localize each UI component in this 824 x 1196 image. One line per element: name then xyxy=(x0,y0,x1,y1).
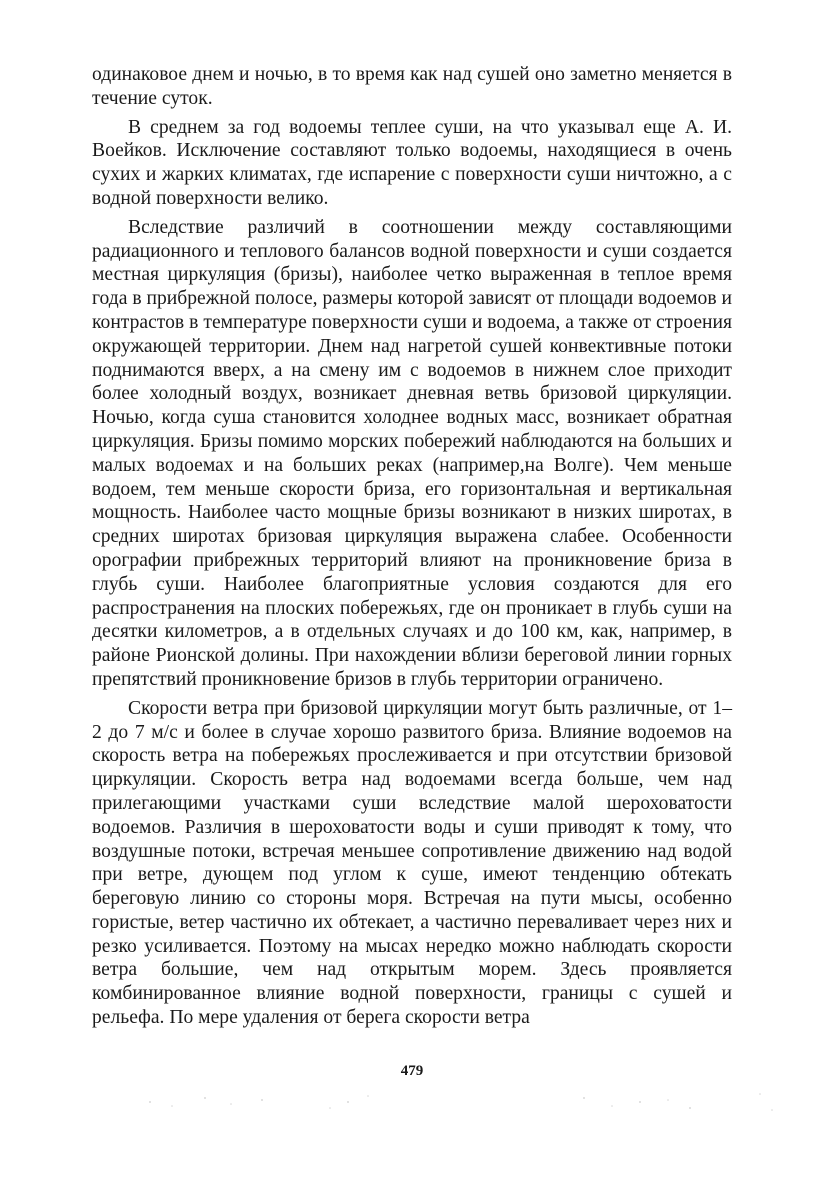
paragraph-4: Скорости ветра при бризовой циркуляции могут быть различные, от 1–2 до 7 м/с и более в случае хорошо развитого бриза. Влияние водоемов на скорость ветра на побережьях прослеживается и при отсутствии бризовой циркуляции. Скорость ветра над водоемами всегда больше, чем над прилегающими участками суши вследствие малой шероховатости водоемов. Различия в шероховатости воды и суши приводят к тому, что воздушные потоки, встречая меньшее сопротивление движению над водой при ветре, дующем под углом к суше, имеют тенденцию обтекать береговую линию со стороны моря. Встречая на пути мысы, особенно гористые, ветер частично их обтекает, а частично переваливает через них и резко усиливается. Поэтому на мысах нередко можно наблюдать скорости ветра большие, чем над открытым морем. Здесь проявляется комбинированное влияние водной поверхности, границы с сушей и рельефа. По мере удаления от берега скорости ветра xyxy=(92,697,732,1029)
paragraph-1: одинаковое днем и ночью, в то время как над сушей оно заметно меняется в течение суток. xyxy=(92,64,732,109)
paragraph-3: Вследствие различий в соотношении между составляющими радиационного и теплового балансов водной поверхности и суши создается местная циркуляция (бризы), наиболее четко выраженная в теплое время года в прибрежной полосе, размеры которой зависят от площади водоемов и контрастов в температуре поверхности суши и водоема, а также от строения окружающей территории. Днем над нагретой сушей конвективные потоки поднимаются вверх, а на смену им с водоемов в нижнем слое приходит более холодный воздух, возникает дневная ветвь бризовой циркуляции. Ночью, когда суша становится холоднее водных масс, возникает обратная циркуляция. Бризы помимо морских побережий наблюдаются на больших и малых водоемах и на больших реках (например,на Волге). Чем меньше водоем, тем меньше скорости бриза, его горизонтальная и вертикальная мощность. Наиболее часто мощные бризы возникают в низких широтах, в средних широтах бризовая циркуляция выражена слабее. Особенности орографии прибрежных территорий влияют на проникновение бриза в глубь суши. Наиболее благоприятные условия создаются для его распространения на плоских побережьях, где он проникает в глубь суши на десятки километров, а в отдельных случаях и до 100 км, как, например, в районе Рионской долины. При нахождении вблизи береговой линии горных препятствий проникновение бризов в глубь территории ограничено. xyxy=(92,216,732,690)
body-text xyxy=(92,63,732,1035)
scan-noise-decoration xyxy=(0,1088,824,1128)
page-number: 479 xyxy=(400,1063,424,1079)
paragraph-2: В среднем за год водоемы теплее суши, на что указывал еще А. И. Воейков. Исключение составляют только водоемы, находящиеся в очень сухих и жарких климатах, где испарение с поверхности суши ничтожно, а с водной поверхности велико. xyxy=(92,116,732,209)
